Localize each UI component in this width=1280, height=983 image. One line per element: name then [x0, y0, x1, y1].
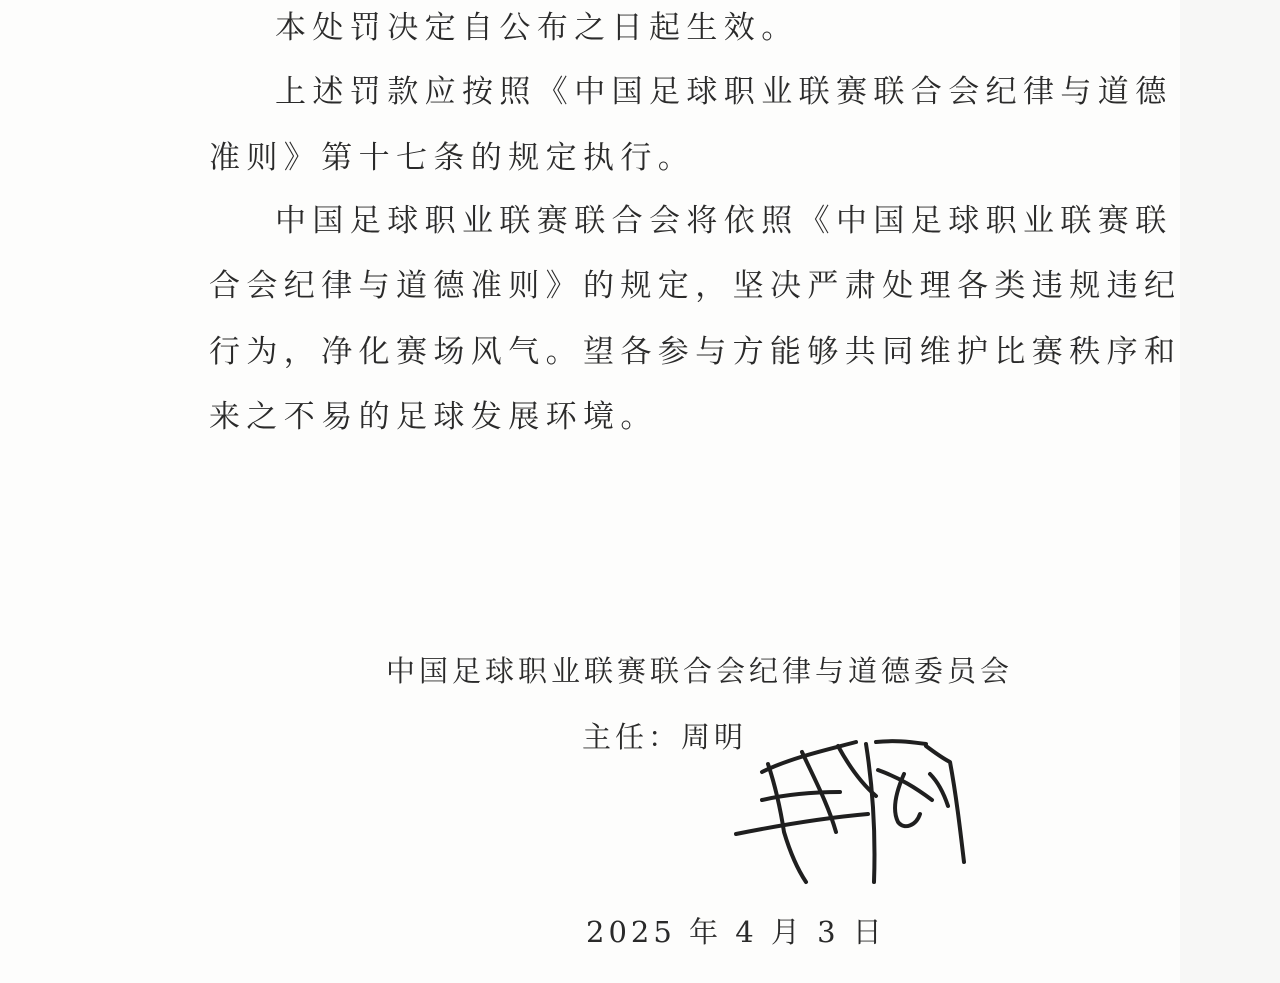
paragraph-statement-line-4: 来之不易的足球发展环境。 — [209, 399, 658, 435]
director-name: 主任：周明 — [582, 720, 748, 754]
issuing-organization: 中国足球职业联赛联合会纪律与道德委员会 — [386, 654, 1014, 688]
paragraph-effective-line-1: 本处罚决定自公布之日起生效。 — [275, 10, 799, 46]
paragraph-statement-line-3: 行为，净化赛场风气。望各参与方能够共同维护比赛秩序和 — [209, 334, 1182, 370]
paragraph-fine-rule-line-1: 上述罚款应按照《中国足球职业联赛联合会纪律与道德 — [275, 74, 1173, 110]
handwritten-signature — [728, 722, 988, 892]
paragraph-statement-line-1: 中国足球职业联赛联合会将依照《中国足球职业联赛联 — [275, 203, 1173, 239]
paragraph-fine-rule-line-2: 准则》第十七条的规定执行。 — [209, 140, 696, 176]
signing-date: 2025 年 4 月 3 日 — [586, 915, 886, 949]
scan-edge-shade — [1180, 0, 1280, 983]
paragraph-statement-line-2: 合会纪律与道德准则》的规定，坚决严肃处理各类违规违纪 — [209, 268, 1182, 304]
